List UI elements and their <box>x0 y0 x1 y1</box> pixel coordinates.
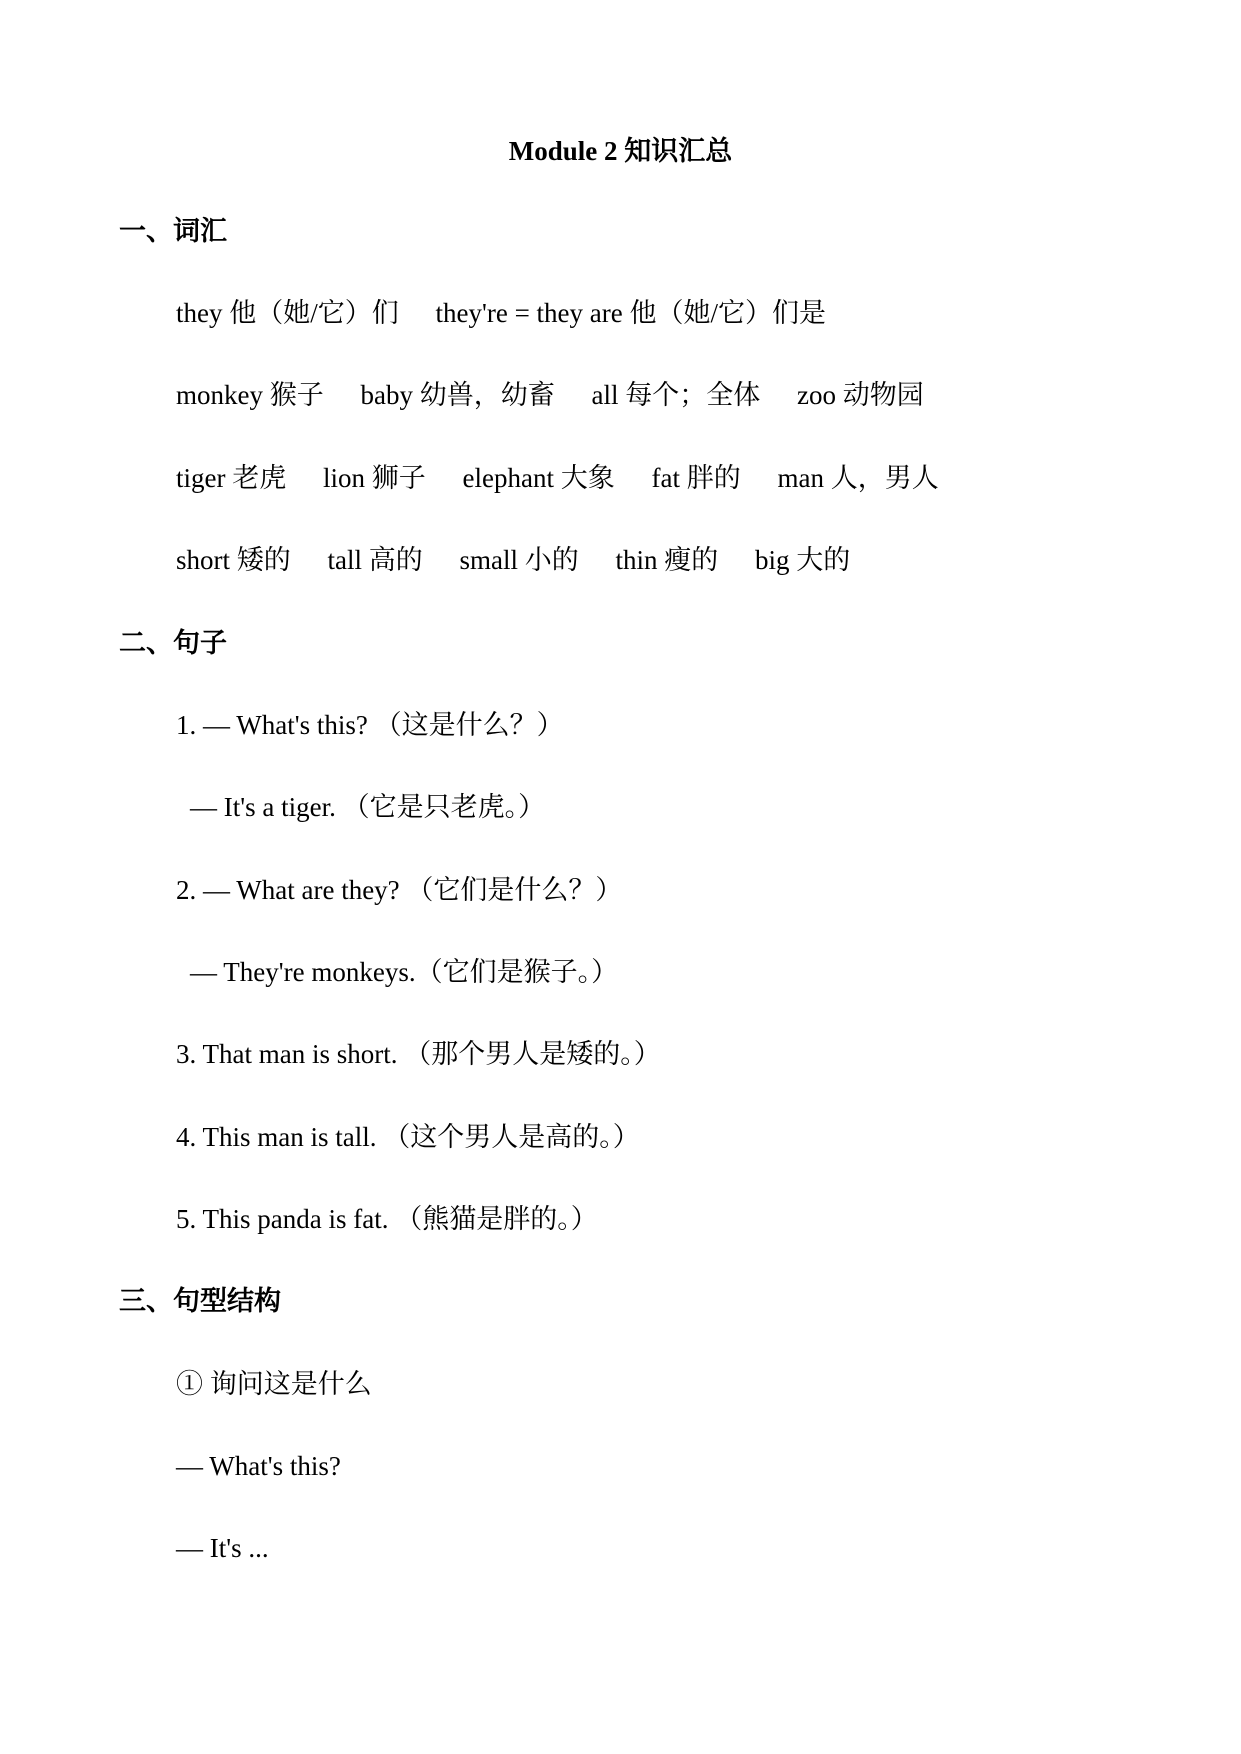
vocab-item: lion 狮子 <box>322 463 426 493</box>
vocab-item: zoo 动物园 <box>796 380 924 410</box>
vocab-item: fat 胖的 <box>651 463 741 493</box>
sentence-line: 5. This panda is fat. （熊猫是胖的。） <box>176 1204 598 1234</box>
section-heading-vocab: 一、词汇 <box>119 216 227 246</box>
vocab-item: short 矮的 <box>176 545 291 575</box>
section-heading-sentences: 二、句子 <box>119 628 227 658</box>
vocab-item: tall 高的 <box>327 545 423 575</box>
vocab-item: thin 瘦的 <box>615 545 719 575</box>
vocab-item: they 他（她/它）们 <box>176 298 399 328</box>
sentence-line: 1. — What's this? （这是什么？） <box>176 710 564 740</box>
vocab-item: big 大的 <box>755 545 851 575</box>
pattern-line: — It's ... <box>176 1533 269 1563</box>
sentence-line: 2. — What are they? （它们是什么？） <box>176 875 623 905</box>
vocab-row-4 <box>176 543 850 577</box>
sentence-line: 3. That man is short. （那个男人是矮的。） <box>176 1039 661 1069</box>
vocab-row-1 <box>176 296 826 330</box>
vocab-row-2 <box>176 378 924 412</box>
vocab-item: all 每个；全体 <box>591 380 761 410</box>
pattern-line: ① 询问这是什么 <box>176 1369 372 1399</box>
section-heading-patterns: 三、句型结构 <box>119 1286 281 1316</box>
vocab-item: elephant 大象 <box>462 463 615 493</box>
vocab-item: monkey 猴子 <box>176 380 324 410</box>
vocab-item: baby 幼兽，幼畜 <box>360 380 555 410</box>
page-title: Module 2 知识汇总 <box>508 136 733 166</box>
sentence-line: — They're monkeys.（它们是猴子。） <box>190 957 619 987</box>
vocab-item: they're = they are 他（她/它）们是 <box>435 298 826 328</box>
vocab-item: small 小的 <box>459 545 579 575</box>
sentence-line: — It's a tiger. （它是只老虎。） <box>190 792 546 822</box>
vocab-item: tiger 老虎 <box>176 463 287 493</box>
vocab-row-3 <box>176 461 939 495</box>
vocab-item: man 人，男人 <box>777 463 939 493</box>
sentence-line: 4. This man is tall. （这个男人是高的。） <box>176 1122 640 1152</box>
pattern-line: — What's this? <box>176 1451 341 1481</box>
